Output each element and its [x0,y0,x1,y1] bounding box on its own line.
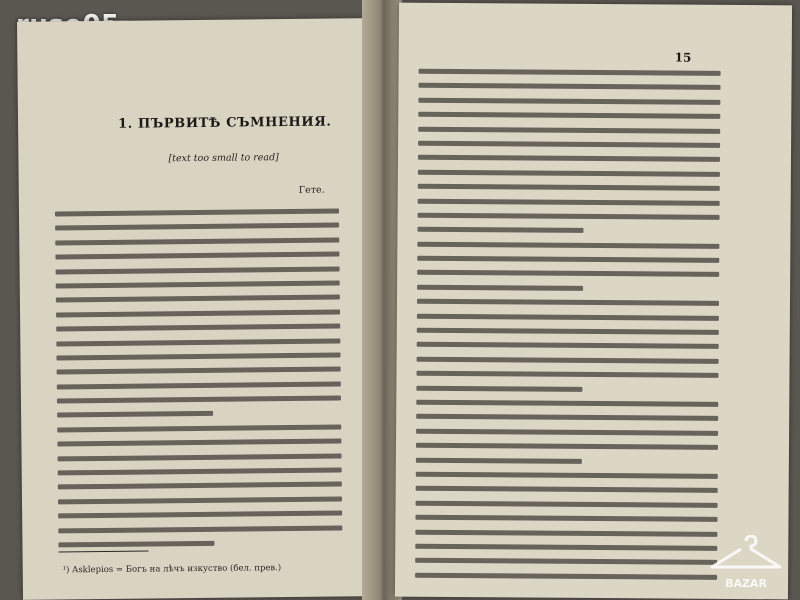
text-line [418,141,720,148]
text-line [416,457,582,463]
text-line [58,468,342,476]
logo-text: BAZAR [725,577,767,590]
text-line [416,385,582,391]
chapter-title: 1. ПЪРВИТѢ СЪМНЕНИЯ. [117,114,332,132]
text-line [418,126,720,133]
text-line [417,357,719,364]
text-line [56,324,340,332]
text-line [417,256,719,263]
text-line [416,486,718,493]
text-line [418,98,720,105]
text-line [415,515,717,522]
text-line [57,381,341,389]
text-line [417,328,719,335]
text-line [58,541,214,548]
text-line [55,237,339,245]
text-line [57,367,341,375]
text-line [56,280,340,288]
text-line [55,252,339,260]
text-line [58,453,342,461]
text-line [418,184,720,191]
text-line [418,170,720,177]
epigraph-attribution: Гете. [298,184,325,196]
text-line [416,371,718,378]
text-line [419,69,721,76]
text-line [417,313,719,320]
text-line [417,270,719,277]
text-line [415,544,717,551]
text-line [416,500,718,507]
text-line [415,529,717,536]
text-line [57,411,213,418]
text-line [418,155,720,162]
text-line [56,338,340,346]
text-line [417,227,583,233]
text-line [58,511,342,519]
text-line [57,439,341,447]
text-line [55,223,339,231]
text-line [416,472,718,479]
page-number: 15 [674,50,692,65]
text-line [56,266,340,274]
body-text [415,69,721,589]
text-line [416,400,718,407]
text-line [58,525,342,533]
text-line [418,198,720,205]
body-text [55,208,343,556]
text-line [56,352,340,360]
text-line [56,295,340,303]
text-line [417,299,719,306]
text-line [417,342,719,349]
text-line [58,482,342,490]
text-line [418,112,720,119]
text-line [416,429,718,436]
text-line [417,241,719,248]
text-line [418,213,720,220]
text-line [417,285,583,291]
text-line [58,496,342,504]
hanger-icon [706,535,786,579]
text-line [416,443,718,450]
text-line [55,208,339,216]
text-line [56,309,340,317]
epigraph: [text too small to read] [168,152,279,165]
text-line [57,424,341,432]
right-page [395,3,792,600]
text-line [415,572,717,579]
text-line [57,396,341,404]
left-page [17,18,373,600]
bazar-logo [706,535,786,590]
text-line [418,83,720,90]
footnote: ¹) Asklepios = Богъ на лѣчъ изкуство (бел. прев.) [62,563,282,576]
text-line [416,414,718,421]
text-line [415,558,717,565]
